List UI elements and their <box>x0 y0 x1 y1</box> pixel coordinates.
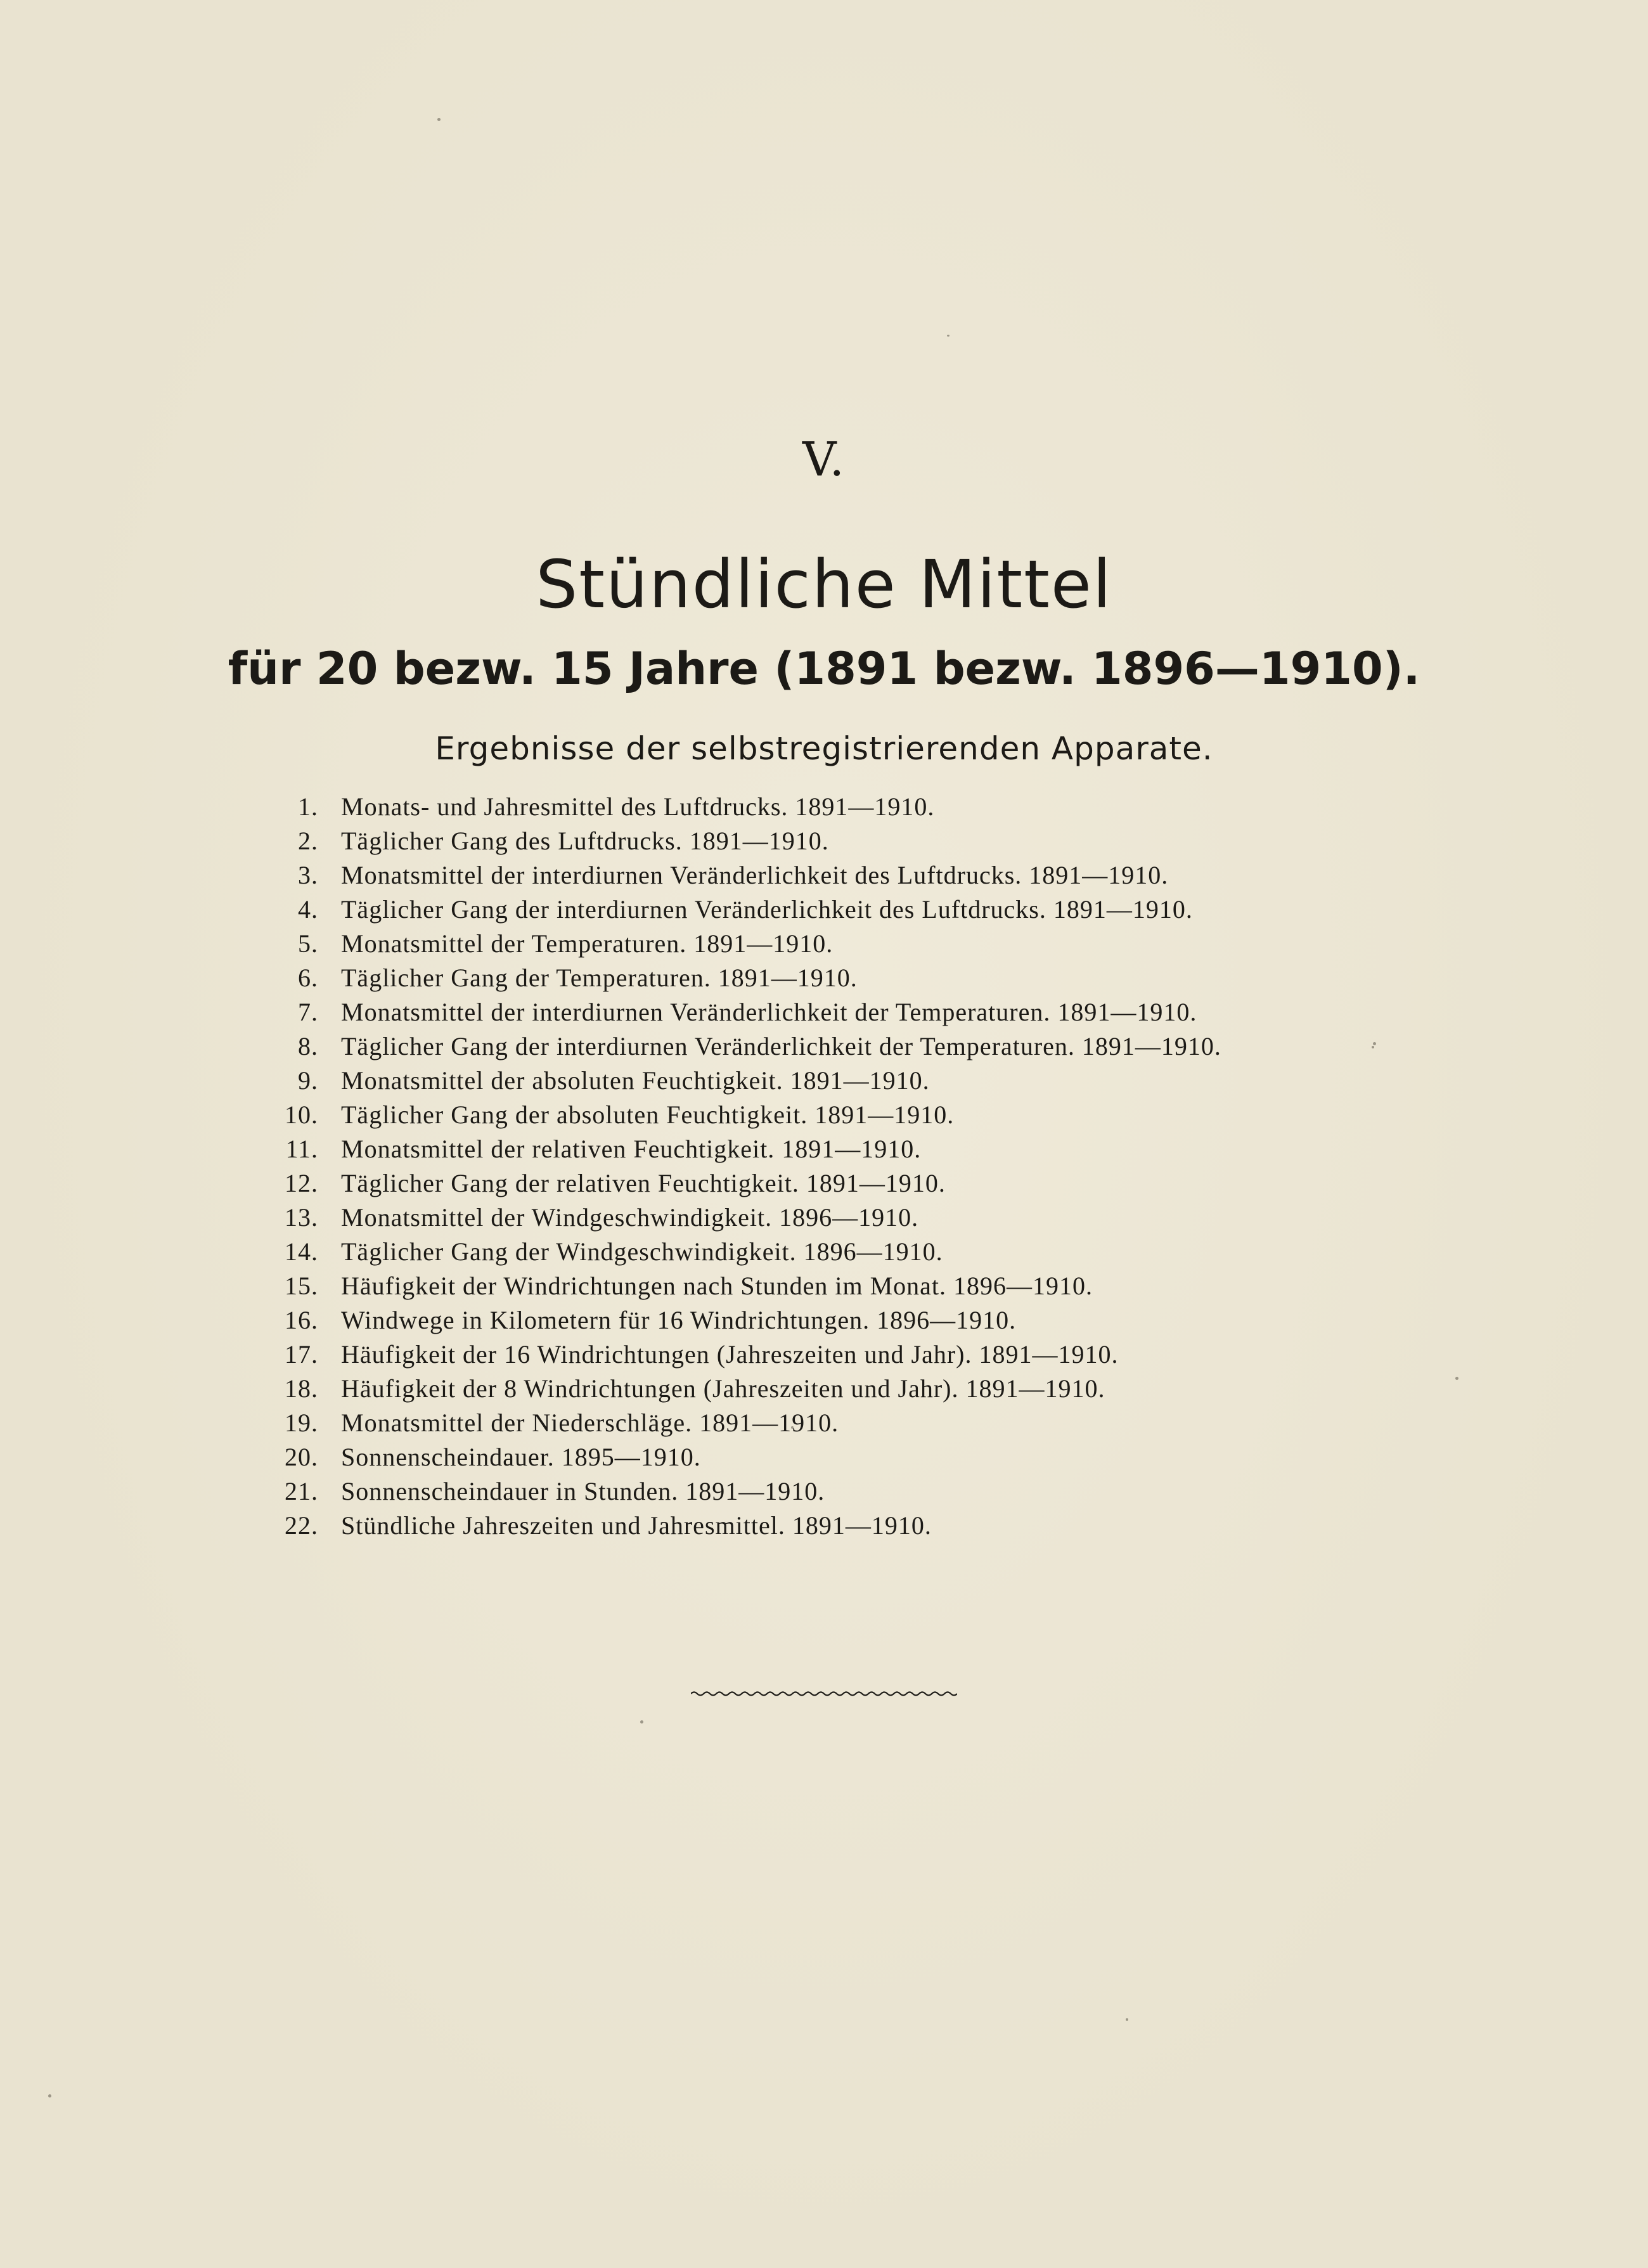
list-item-number: 11. <box>285 1135 318 1163</box>
list-item <box>273 1201 1413 1235</box>
list-item-text: Täglicher Gang des Luftdrucks. 1891—1910. <box>341 827 829 855</box>
section-caption: Ergebnisse der selbstregistrierenden Apparate. <box>435 730 1213 767</box>
list-item-text: Monatsmittel der relativen Feuchtigkeit. 1891—1910. <box>341 1135 922 1163</box>
list-item <box>273 790 1413 824</box>
list-item <box>273 1166 1413 1201</box>
paper-speck <box>48 2094 51 2097</box>
paper-speck <box>947 335 950 337</box>
list-item-text: Täglicher Gang der Windgeschwindigkeit. 1896—1910. <box>341 1237 943 1266</box>
list-item-text: Monatsmittel der interdiurnen Veränderlichkeit des Luftdrucks. 1891—1910. <box>341 861 1169 889</box>
page-subtitle: für 20 bezw. 15 Jahre (1891 bezw. 1896—1910). <box>228 643 1420 695</box>
list-item <box>273 995 1413 1029</box>
list-item-number: 16. <box>285 1306 318 1334</box>
list-item-text: Monatsmittel der Temperaturen. 1891—1910. <box>341 929 834 958</box>
list-item <box>273 1440 1413 1474</box>
list-item-text: Monatsmittel der Windgeschwindigkeit. 1896—1910. <box>341 1203 919 1232</box>
list-item <box>273 927 1413 961</box>
list-item-number: 8. <box>298 1032 318 1060</box>
list-item-text: Stündliche Jahreszeiten und Jahresmittel. 1891—1910. <box>341 1511 932 1540</box>
list-item-text: Täglicher Gang der relativen Feuchtigkeit. 1891—1910. <box>341 1169 946 1197</box>
list-item-text: Sonnenscheindauer in Stunden. 1891—1910. <box>341 1477 825 1505</box>
list-item-number: 12. <box>285 1169 318 1197</box>
list-item-text: Täglicher Gang der interdiurnen Veränderlichkeit der Temperaturen. 1891—1910. <box>341 1032 1221 1060</box>
list-item <box>273 961 1413 995</box>
list-item-text: Monatsmittel der Niederschläge. 1891—1910. <box>341 1408 839 1437</box>
list-item-number: 14. <box>285 1237 318 1266</box>
list-item-text: Täglicher Gang der absoluten Feuchtigkeit. 1891—1910. <box>341 1100 955 1129</box>
list-item-number: 1. <box>298 792 318 821</box>
table-of-contents <box>273 790 1413 1543</box>
list-item-text: Häufigkeit der Windrichtungen nach Stunden im Monat. 1896—1910. <box>341 1272 1093 1300</box>
list-item <box>273 1269 1413 1303</box>
list-item-number: 17. <box>285 1340 318 1369</box>
list-item-number: 18. <box>285 1374 318 1403</box>
list-item <box>273 1337 1413 1372</box>
list-item-number: 10. <box>285 1100 318 1129</box>
list-item-number: 15. <box>285 1272 318 1300</box>
list-item-number: 3. <box>298 861 318 889</box>
list-item-number: 20. <box>285 1443 318 1471</box>
list-item-text: Monatsmittel der interdiurnen Veränderlichkeit der Temperaturen. 1891—1910. <box>341 998 1197 1026</box>
list-item <box>273 1474 1413 1509</box>
list-item <box>273 1064 1413 1098</box>
list-item-number: 2. <box>298 827 318 855</box>
list-item <box>273 1235 1413 1269</box>
list-item-number: 7. <box>298 998 318 1026</box>
list-item-text: Häufigkeit der 8 Windrichtungen (Jahreszeiten und Jahr). 1891—1910. <box>341 1374 1105 1403</box>
list-item-text: Windwege in Kilometern für 16 Windrichtungen. 1896—1910. <box>341 1306 1017 1334</box>
paper-speck <box>437 118 441 121</box>
list-item <box>273 1372 1413 1406</box>
section-number: V. <box>802 432 846 487</box>
decorative-divider <box>691 1689 957 1699</box>
list-item-text: Monatsmittel der absoluten Feuchtigkeit. 1891—1910. <box>341 1066 930 1095</box>
paper-speck <box>1126 2018 1128 2021</box>
paper-speck <box>640 1720 643 1724</box>
paper-speck <box>1455 1377 1458 1380</box>
list-item <box>273 858 1413 892</box>
list-item-number: 21. <box>285 1477 318 1505</box>
list-item <box>273 1098 1413 1132</box>
list-item <box>273 892 1413 927</box>
list-item-text: Monats- und Jahresmittel des Luftdrucks. 1891—1910. <box>341 792 935 821</box>
list-item-number: 5. <box>298 929 318 958</box>
list-item <box>273 824 1413 858</box>
list-item-number: 6. <box>298 963 318 992</box>
list-item-text: Sonnenscheindauer. 1895—1910. <box>341 1443 701 1471</box>
page-title: Stündliche Mittel <box>536 546 1112 623</box>
list-item-text: Häufigkeit der 16 Windrichtungen (Jahreszeiten und Jahr). 1891—1910. <box>341 1340 1119 1369</box>
list-item <box>273 1303 1413 1337</box>
list-item <box>273 1509 1413 1543</box>
list-item-text: Täglicher Gang der interdiurnen Veränderlichkeit des Luftdrucks. 1891—1910. <box>341 895 1193 924</box>
list-item-number: 9. <box>298 1066 318 1095</box>
list-item <box>273 1029 1413 1064</box>
list-item-number: 13. <box>285 1203 318 1232</box>
list-item <box>273 1132 1413 1166</box>
list-item-number: 19. <box>285 1408 318 1437</box>
list-item <box>273 1406 1413 1440</box>
list-item-text: Täglicher Gang der Temperaturen. 1891—1910. <box>341 963 858 992</box>
list-item-number: 4. <box>298 895 318 924</box>
list-item-number: 22. <box>285 1511 318 1540</box>
